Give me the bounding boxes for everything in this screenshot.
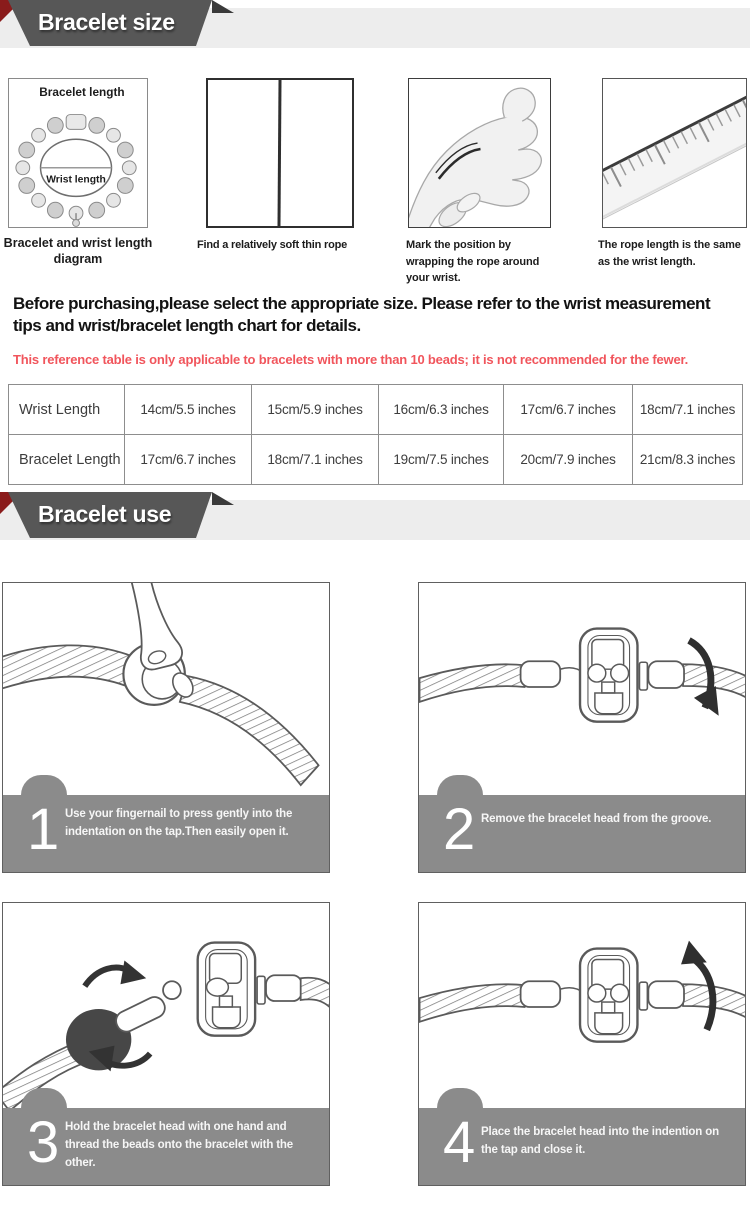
row-header-cell: Wrist Length [9,385,125,435]
value-cell: 19cm/7.5 inches [379,435,504,485]
step-column-diagram [3,78,153,267]
step-caption: Bracelet and wrist length diagram [3,236,153,266]
banner-use-label: Bracelet use [38,501,172,527]
value-cell: 21cm/8.3 inches [633,435,743,485]
step-description: Hold the bracelet head with one hand and thread the beads onto the bracelet with the other. [65,1121,294,1169]
caption-bar [3,795,329,872]
step-caption: Find a relatively soft thin rope [197,239,348,251]
step-description: Use your fingernail to press gently into the indentation on the tap.Then easily open it. [65,808,293,838]
intro-text: Before purchasing,please select the appropriate size. Please refer to the wrist measurement tips and wrist/bracelet length chart for details. [13,294,711,336]
bracelet-diagram-illustration [9,79,147,227]
panel-illustration-open-clasp [3,583,329,795]
caption-bar [419,795,745,872]
step-description: Remove the bracelet head from the groove. [481,813,712,825]
rope-illustration [277,80,281,226]
step-number: 3 [27,1110,60,1175]
value-cell: 18cm/7.1 inches [633,385,743,435]
caption-bar [419,1108,745,1185]
usage-panel-2 [418,582,746,873]
step-column-ruler [598,78,747,270]
banner-bracelet-use [0,492,750,552]
ruler-illustration [603,79,746,227]
step-number: 2 [443,797,476,862]
step-image-box [408,78,551,228]
bracelet-length-label: Bracelet length [39,84,125,99]
table-row-wrist [9,385,743,435]
panel-illustration-close-clasp [419,903,745,1108]
value-cell: 14cm/5.5 inches [125,385,252,435]
step-number: 4 [443,1110,476,1175]
step-image-box [206,78,354,228]
step-column-wrap [408,78,551,287]
row-header-cell: Bracelet Length [9,435,125,485]
size-table [8,384,743,485]
usage-panel-1 [2,582,330,873]
measure-steps-row [0,78,750,288]
wrist-length-label: Wrist length [46,174,106,186]
usage-panel-4 [418,902,746,1186]
step-number: 1 [27,797,60,862]
value-cell: 16cm/6.3 inches [379,385,504,435]
caption-bar [3,1108,329,1185]
step-caption: The rope length is the same as the wrist length. [598,239,741,268]
table-row-bracelet [9,435,743,485]
step-column-rope [197,78,354,254]
step-image-box [8,78,148,228]
value-cell: 17cm/6.7 inches [504,385,633,435]
table-note: This reference table is only applicable to bracelets with more than 10 beads; it is not recommended for the fewer. [13,352,689,367]
banner-size-label: Bracelet size [38,9,175,35]
banner-bracelet-size [0,0,750,60]
step-caption: Mark the position by wrapping the rope around your wrist. [406,239,540,284]
wrist-wrap-illustration [409,79,550,227]
step-description: Place the bracelet head into the indention on the tap and close it. [481,1126,719,1156]
panel-illustration-thread-beads [3,903,329,1108]
step-image-box [602,78,747,228]
value-cell: 17cm/6.7 inches [125,435,252,485]
panel-illustration-remove-head [419,583,745,795]
value-cell: 20cm/7.9 inches [504,435,633,485]
value-cell: 18cm/7.1 inches [252,435,379,485]
value-cell: 15cm/5.9 inches [252,385,379,435]
usage-panel-3 [2,902,330,1186]
